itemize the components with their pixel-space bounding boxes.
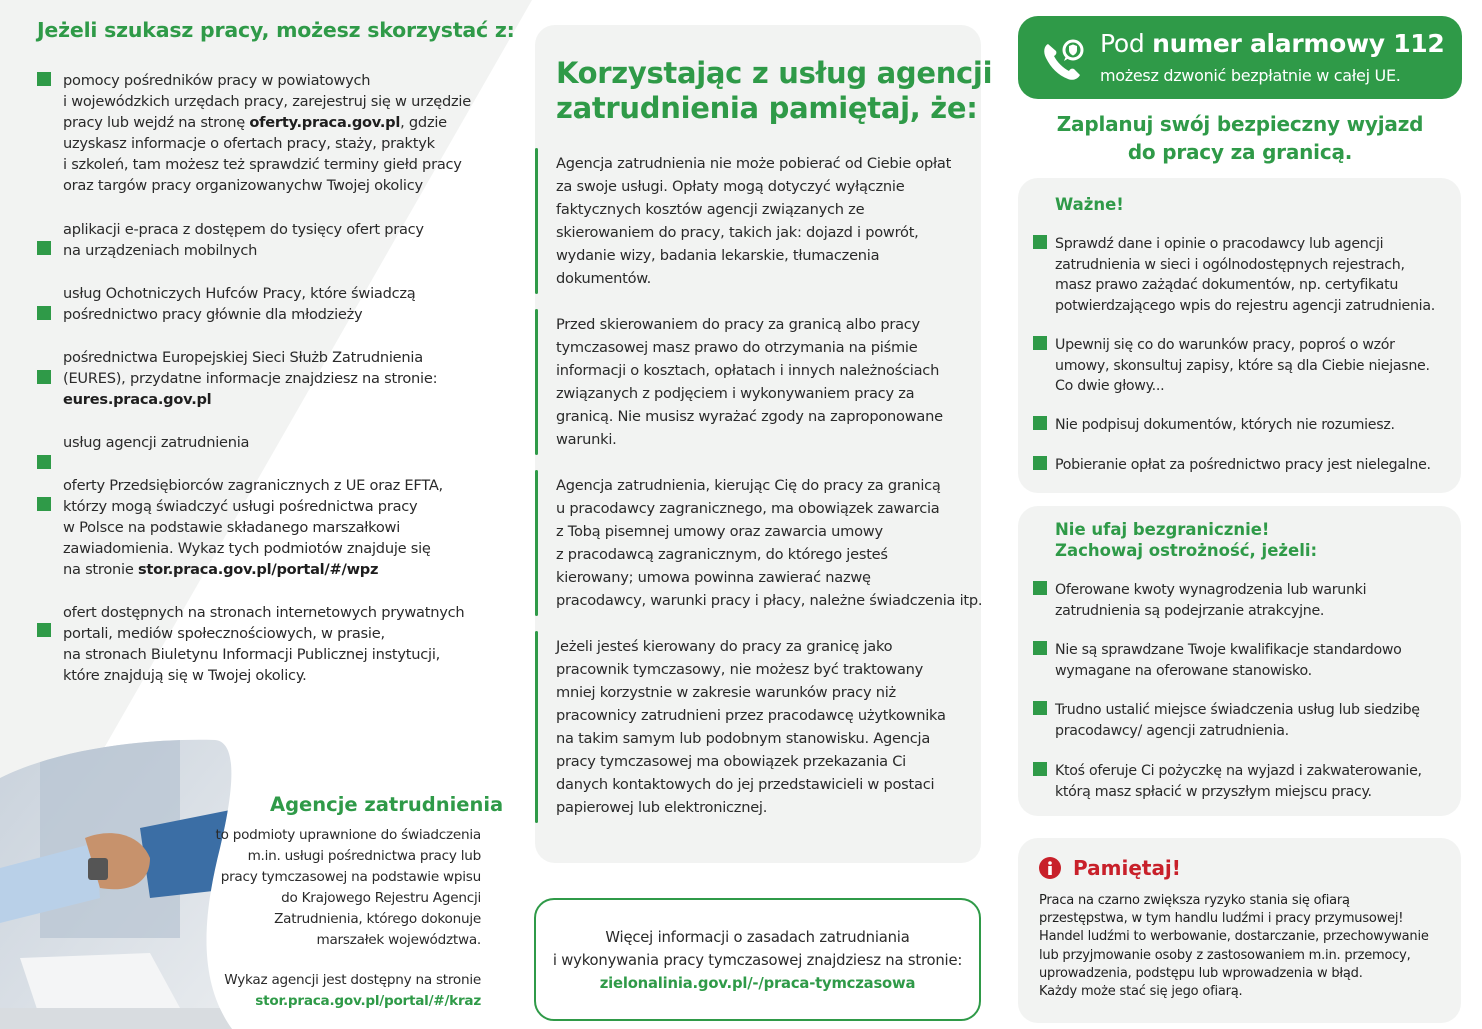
important-card — [1018, 178, 1461, 493]
text-line: skierowaniem do pracy, takich jak: dojazd i powrót, — [556, 224, 919, 241]
list-item — [1055, 335, 1430, 397]
text-line: usług agencji zatrudnienia — [63, 434, 250, 451]
remember-text — [1039, 892, 1429, 1001]
distrust-heading — [1055, 519, 1317, 561]
text-line: aplikacji e-praca z dostępem do tysięcy ofert pracy — [63, 221, 424, 238]
more-info-text — [536, 926, 979, 972]
item-text — [1055, 415, 1395, 436]
list-item — [63, 347, 437, 410]
phone-shield-icon — [1042, 38, 1086, 82]
text-line: którą masz spłacić w przyszłym miejscu pracy. — [1055, 783, 1372, 800]
text-line: Więcej informacji o zasadach zatrudniania — [605, 929, 910, 946]
more-info-link[interactable]: zielonalinia.gov.pl/-/praca-tymczasowa — [599, 975, 916, 992]
text-line: Handel ludźmi to werbowanie, dostarczanie, przechowywanie — [1039, 929, 1429, 945]
list-item — [1055, 234, 1435, 316]
rule-paragraph — [556, 635, 946, 819]
text-line: Nie ufaj bezgranicznie! — [1055, 520, 1270, 539]
text-line: dokumentów. — [556, 270, 652, 287]
text-line: masz prawo zażądać dokumentów, np. certyfikatu — [1055, 277, 1399, 293]
text-segment: na stronie — [63, 561, 138, 578]
text-line: pracownicy zatrudnieni przez pracodawcę użytkownika — [556, 707, 946, 724]
text-line: pracodawcy/ agencji zatrudnienia. — [1055, 722, 1289, 739]
text-segment: , gdzie — [400, 114, 447, 131]
text-line: Każdy może stać się jego ofiarą. — [1039, 984, 1243, 1000]
text-line: to podmioty uprawnione do świadczenia — [215, 827, 481, 843]
text-line: wymagane na oferowane stanowisko. — [1055, 662, 1312, 679]
text-line: Sprawdź dane i opinie o pracodawcy lub agencji — [1055, 236, 1384, 252]
text-line: warunki. — [556, 431, 617, 448]
text-line: informacji o kosztach, opłatach i innych należnościach — [556, 362, 940, 379]
rule-paragraph — [556, 474, 982, 612]
agency-rules-heading — [556, 56, 992, 126]
rule-paragraph — [556, 313, 943, 451]
text-line: za swoje usługi. Opłaty mogą dotyczyć wyłącznie — [556, 178, 905, 195]
text-line: Ktoś oferuje Ci pożyczkę na wyjazd i zakwaterowanie, — [1055, 763, 1422, 779]
text-line: pośrednictwo pracy głównie dla młodzieży — [63, 306, 363, 323]
list-item — [1055, 415, 1395, 436]
list-item — [1055, 761, 1422, 802]
item-text — [1055, 700, 1420, 741]
bullet-square-icon — [37, 72, 51, 86]
text-line: związanych z podjęciem i wykonywaniem pracy za — [556, 385, 915, 402]
list-item — [63, 283, 416, 325]
text-line: Pobieranie opłat za pośrednictwo pracy jest nielegalne. — [1055, 457, 1431, 473]
text-line: z pracodawcą zagranicznym, do którego jesteś — [556, 546, 888, 563]
text-line: i wojewódzkich urzędach pracy, zarejestruj się w urzędzie — [63, 93, 471, 110]
text-line: i szkoleń, tam możesz też sprawdzić terminy giełd pracy — [63, 156, 462, 173]
handshake-photo — [0, 738, 240, 1029]
accent-bar — [535, 309, 538, 455]
text-line: które znajdują się w Twojej okolicy. — [63, 667, 307, 684]
text-line: ofert dostępnych na stronach internetowych prywatnych — [63, 604, 465, 621]
text-line: Nie są sprawdzane Twoje kwalifikacje standardowo — [1055, 642, 1402, 658]
text-line: u pracodawcy zagranicznego, ma obowiązek zawarcia — [556, 500, 940, 517]
item-text — [1055, 234, 1435, 316]
text-line: do pracy za granicą. — [1127, 140, 1353, 164]
text-line: którzy mogą świadczyć usługi pośrednictwa pracy — [63, 498, 418, 515]
text-line: na takim samym lub podobnym stanowisku. Agencja — [556, 730, 931, 747]
text-segment: pracy lub wejdź na stronę — [63, 114, 250, 131]
plan-heading — [1018, 110, 1462, 166]
list-item — [1055, 640, 1402, 681]
text-line: pośrednictwa Europejskiej Sieci Służb Zatrudnienia — [63, 349, 423, 366]
agency-list-link[interactable]: stor.praca.gov.pl/portal/#/kraz — [255, 993, 481, 1009]
text-line: granicą. Nie musisz wyrażać zgody na zaproponowane — [556, 408, 943, 425]
important-heading: Ważne! — [1055, 195, 1124, 214]
text-line: i wykonywania pracy tymczasowej znajdziesz na stronie: — [552, 952, 963, 969]
banner-title-prefix: Pod — [1100, 29, 1153, 58]
list-item — [63, 70, 471, 196]
remember-heading: Pamiętaj! — [1073, 856, 1181, 880]
link-text[interactable]: eures.praca.gov.pl — [63, 391, 212, 408]
text-line: Zatrudnienia, którego dokonuje — [274, 911, 481, 927]
banner-subtitle: możesz dzwonić bezpłatnie w całej UE. — [1100, 66, 1401, 85]
text-line — [63, 559, 443, 580]
left-heading: Jeżeli szukasz pracy, możesz skorzystać z: — [37, 18, 515, 42]
text-line: umowy, skonsultuj zapisy, które są dla Ciebie niejasne. — [1055, 357, 1430, 374]
text-line — [63, 389, 437, 410]
bullet-square-icon — [1033, 336, 1047, 350]
text-line: Jeżeli jesteś kierowany do pracy za granicę jako — [556, 638, 893, 655]
text-line: pracy tymczasowej ma obowiązek przekazania Ci — [556, 753, 906, 770]
text-line: Agencja zatrudnienia, kierując Cię do pracy za granicą — [556, 477, 941, 494]
text-line: portali, mediów społecznościowych, w prasie, — [63, 625, 385, 642]
accent-bar — [535, 470, 538, 616]
text-line: zatrudnienia są podejrzanie atrakcyjne. — [1055, 602, 1325, 619]
text-line: Agencja zatrudnienia nie może pobierać od Ciebie opłat — [556, 155, 952, 172]
bullet-square-icon — [1033, 701, 1047, 715]
text-line: papierowej lub elektronicznej. — [556, 799, 768, 816]
item-text — [1055, 640, 1402, 681]
list-item — [1055, 580, 1366, 621]
bullet-square-icon — [1033, 456, 1047, 470]
text-line: w Polsce na podstawie składanego marszałkowi — [63, 519, 401, 536]
rule-paragraph — [556, 152, 951, 290]
text-line: marszałek województwa. — [316, 932, 481, 948]
bullet-square-icon — [1033, 762, 1047, 776]
text-line — [63, 112, 471, 133]
text-line: Praca na czarno zwiększa ryzyko stania się ofiarą — [1039, 893, 1350, 908]
text-line: tymczasowej masz prawo do otrzymania na piśmie — [556, 339, 918, 356]
text-line: na urządzeniach mobilnych — [63, 242, 258, 259]
remember-header — [1039, 856, 1181, 880]
text-line: na stronach Biuletynu Informacji Publicznej instytucji, — [63, 646, 441, 663]
text-line: do Krajowego Rejestru Agencji — [281, 890, 481, 906]
text-line: lub przyjmowanie osoby z zastosowaniem m.in. przemocy, — [1039, 947, 1411, 963]
text-line: Upewnij się co do warunków pracy, poproś o wzór — [1055, 337, 1395, 353]
text-line: m.in. usługi pośrednictwa pracy lub — [247, 848, 481, 864]
accent-bar — [535, 148, 538, 294]
text-line: z Tobą pisemnej umowy oraz zawarcia umowy — [556, 523, 883, 540]
agency-list-text: Wykaz agencji jest dostępny na stronie — [224, 972, 481, 988]
text-line: pracodawcy, warunki pracy i płacy, należne świadczenia itp. — [556, 592, 983, 609]
text-line: zatrudnienia pamiętaj, że: — [556, 91, 978, 125]
item-text — [1055, 580, 1366, 621]
agency-list-info — [224, 970, 481, 1012]
distrust-card — [1018, 506, 1461, 816]
text-line: wydanie wizy, badania lekarskie, tłumaczenia — [556, 247, 880, 264]
link-text[interactable]: oferty.praca.gov.pl — [249, 114, 401, 131]
text-line: przestępstwa, w tym handlu ludźmi i pracy przymusowej! — [1039, 911, 1404, 927]
bullet-square-icon — [1033, 581, 1047, 595]
list-item — [63, 602, 464, 686]
text-line: kierowany; umowa powinna zawierać nazwę — [556, 569, 871, 586]
item-text — [1055, 761, 1422, 802]
text-line: oraz targów pracy organizowanychw Twojej okolicy — [63, 177, 423, 194]
text-line: uzyskasz informacje o ofertach pracy, staży, praktyk — [63, 135, 435, 152]
text-line: zatrudnienia w sieci i ogólnodostępnych rejestrach, — [1055, 256, 1405, 273]
list-item — [1055, 455, 1431, 476]
text-line: pracownik tymczasowy, nie możesz być traktowany — [556, 661, 924, 678]
bullet-square-icon — [1033, 235, 1047, 249]
text-line: oferty Przedsiębiorców zagranicznych z UE oraz EFTA, — [63, 477, 443, 494]
banner-title-number: numer alarmowy 112 — [1152, 29, 1445, 58]
text-line: pracy tymczasowej na podstawie wpisu — [220, 869, 481, 885]
text-line: Trudno ustalić miejsce świadczenia usług lub siedzibę — [1055, 702, 1420, 718]
list-item — [63, 219, 424, 261]
bullet-square-icon — [37, 497, 51, 511]
bullet-square-icon — [37, 241, 51, 255]
text-line: pomocy pośredników pracy w powiatowych — [63, 72, 371, 89]
text-line: Zachowaj ostrożność, jeżeli: — [1055, 541, 1318, 560]
emergency-banner — [1018, 16, 1462, 99]
text-line: Co dwie głowy... — [1055, 378, 1165, 394]
text-line: (EURES), przydatne informacje znajdziesz na stronie: — [63, 370, 438, 387]
link-text[interactable]: stor.praca.gov.pl/portal/#/wpz — [137, 561, 379, 578]
item-text — [1055, 335, 1430, 397]
text-line: usług Ochotniczych Hufców Pracy, które świadczą — [63, 285, 416, 302]
text-line: zawiadomienia. Wykaz tych podmiotów znajduje się — [63, 540, 431, 557]
bullet-square-icon — [1033, 641, 1047, 655]
text-line: danych kontaktowych do jej przedstawicieli w postaci — [556, 776, 935, 793]
bullet-square-icon — [37, 306, 51, 320]
text-line: Nie podpisuj dokumentów, których nie rozumiesz. — [1055, 417, 1395, 433]
text-line: faktycznych kosztów agencji związanych ze — [556, 201, 865, 218]
agency-heading: Agencje zatrudnienia — [270, 793, 504, 816]
bullet-square-icon — [37, 623, 51, 637]
text-line: Oferowane kwoty wynagrodzenia lub warunki — [1055, 582, 1367, 598]
text-line: uprowadzenia, podstępu lub wprowadzenia w błąd. — [1039, 965, 1363, 981]
info-icon — [1039, 857, 1061, 879]
bullet-square-icon — [37, 370, 51, 384]
bullet-square-icon — [1033, 416, 1047, 430]
text-line: Korzystając z usług agencji — [556, 56, 993, 90]
more-info-box — [534, 898, 981, 1021]
text-line: Zaplanuj swój bezpieczny wyjazd — [1056, 112, 1424, 136]
list-item — [63, 432, 249, 453]
remember-card — [1018, 838, 1461, 1023]
list-item — [1055, 700, 1420, 741]
accent-bar — [535, 631, 538, 823]
text-line: Przed skierowaniem do pracy za granicą albo pracy — [556, 316, 920, 333]
item-text — [1055, 455, 1431, 476]
text-line: potwierdzającego wpis do rejestru agencji zatrudnienia. — [1055, 297, 1435, 314]
text-line: mniej korzystnie w zakresie warunków pracy niż — [556, 684, 896, 701]
agency-description — [215, 825, 481, 951]
banner-title — [1100, 29, 1445, 58]
bullet-square-icon — [37, 455, 51, 469]
list-item — [63, 475, 443, 580]
